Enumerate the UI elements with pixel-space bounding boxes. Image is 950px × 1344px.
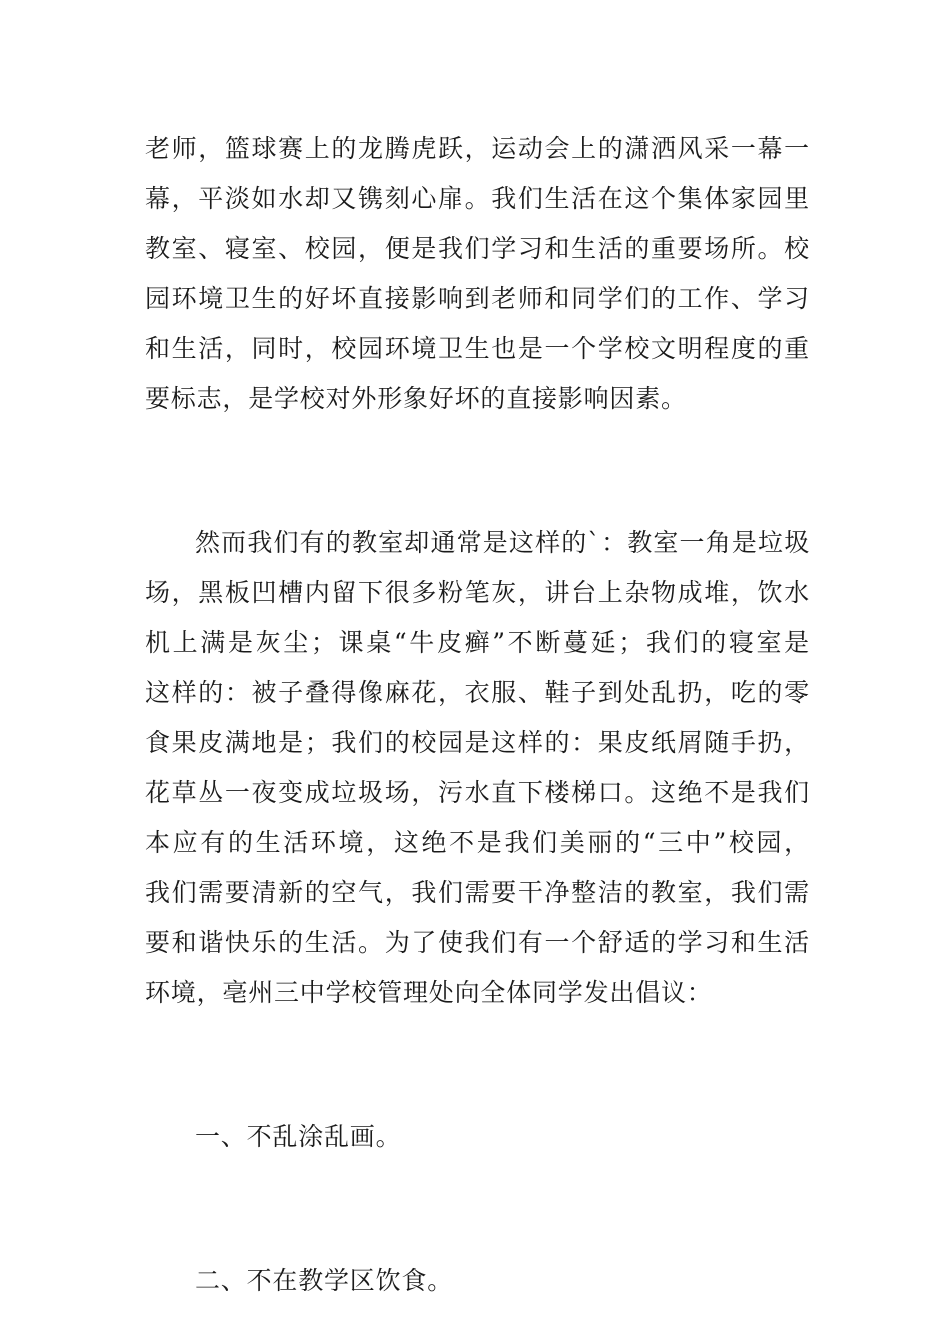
text-line: 花草丛一夜变成垃圾场，污水直下楼梯口。这绝不是我们 xyxy=(145,778,810,807)
text-line: 食果皮满地是；我们的校园是这样的：果皮纸屑随手扔， xyxy=(145,728,810,757)
text-line: 园环境卫生的好坏直接影响到老师和同学们的工作、学习 xyxy=(145,284,810,313)
proposal-item-2: 二、不在教学区饮食。 xyxy=(195,1266,454,1295)
text-line: 本应有的生活环境，这绝不是我们美丽的“三中”校园， xyxy=(145,828,810,857)
text-line: 然而我们有的教室却通常是这样的`：教室一角是垃圾 xyxy=(195,528,810,557)
text-line: 教室、寝室、校园，便是我们学习和生活的重要场所。校 xyxy=(145,234,810,263)
paragraph-spacer xyxy=(145,1162,810,1256)
document-body xyxy=(145,124,810,1306)
text-line: 要标志，是学校对外形象好坏的直接影响因素。 xyxy=(145,384,687,413)
text-line: 要和谐快乐的生活。为了使我们有一个舒适的学习和生活 xyxy=(145,928,810,957)
text-line: 场，黑板凹槽内留下很多粉笔灰，讲台上杂物成堆，饮水 xyxy=(145,578,810,607)
paragraph-intro xyxy=(145,124,810,424)
text-line: 我们需要清新的空气，我们需要干净整洁的教室，我们需 xyxy=(145,878,810,907)
text-line: 和生活，同时，校园环境卫生也是一个学校文明程度的重 xyxy=(145,334,810,363)
text-line: 幕，平淡如水却又镌刻心扉。我们生活在这个集体家园里 xyxy=(145,184,810,213)
paragraph-spacer xyxy=(145,1018,810,1112)
paragraph-problems xyxy=(145,518,810,1018)
paragraph-spacer xyxy=(145,424,810,518)
text-line: 机上满是灰尘；课桌“牛皮癣”不断蔓延；我们的寝室是 xyxy=(145,628,810,657)
text-line: 老师，篮球赛上的龙腾虎跃，运动会上的潇洒风采一幕一 xyxy=(145,134,810,163)
text-line: 环境，亳州三中学校管理处向全体同学发出倡议： xyxy=(145,978,713,1007)
proposal-item-1: 一、不乱涂乱画。 xyxy=(195,1122,402,1151)
text-line: 这样的：被子叠得像麻花，衣服、鞋子到处乱扔，吃的零 xyxy=(145,678,810,707)
